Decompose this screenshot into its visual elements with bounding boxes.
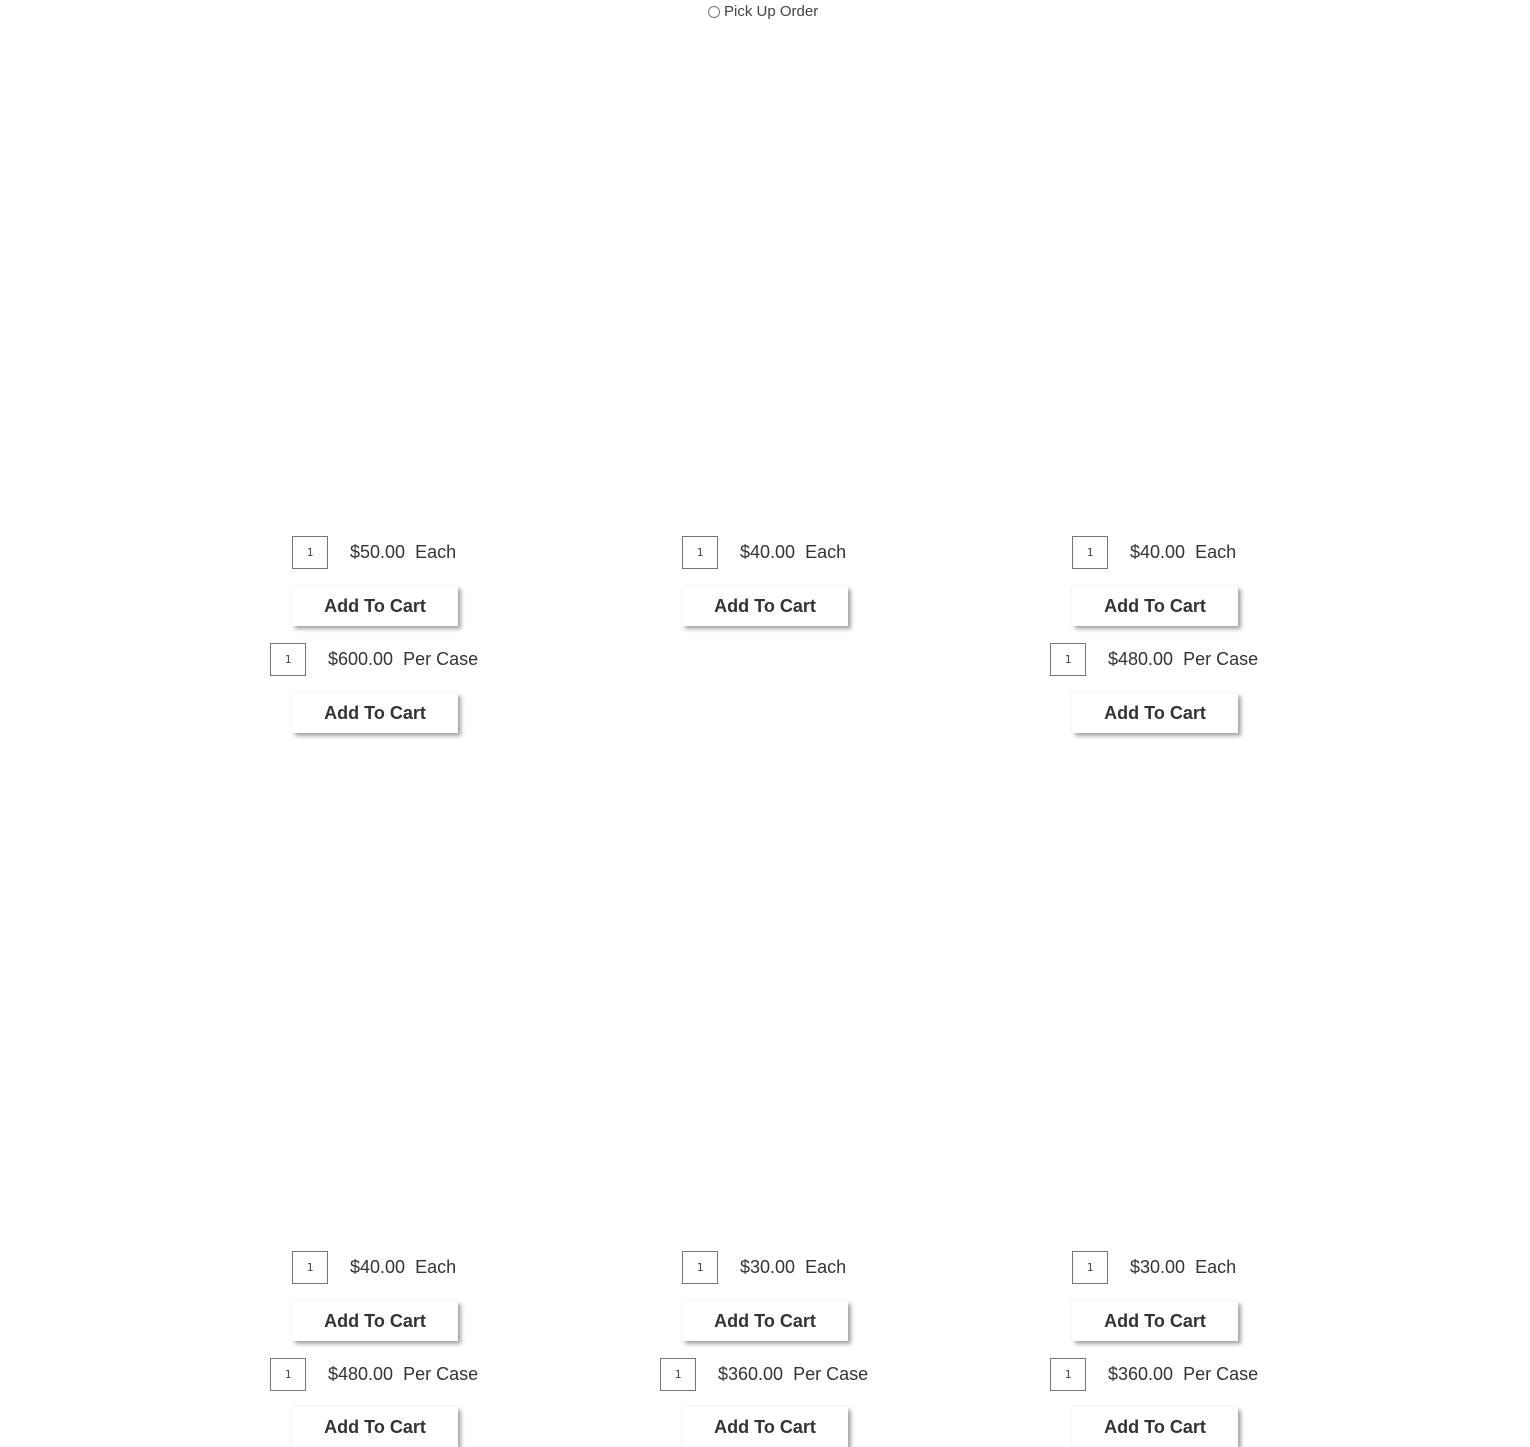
each-price: $50.00 — [350, 542, 406, 562]
case-unit-label: Per Case — [793, 1364, 869, 1384]
each-price-row — [682, 536, 846, 569]
each-price: $40.00 — [740, 542, 796, 562]
add-to-cart-each-button[interactable]: Add To Cart — [292, 586, 458, 626]
case-price: $360.00 — [718, 1364, 784, 1384]
case-quantity-input[interactable] — [270, 643, 306, 676]
each-price: $40.00 — [350, 1257, 406, 1277]
each-unit-label: Each — [1195, 542, 1237, 562]
each-unit-label: Each — [805, 1257, 847, 1277]
each-quantity-input[interactable] — [292, 1251, 328, 1284]
add-to-cart-each-button[interactable]: Add To Cart — [682, 586, 848, 626]
each-unit-label: Each — [415, 542, 457, 562]
each-quantity-input[interactable] — [292, 536, 328, 569]
each-price: $30.00 — [740, 1257, 796, 1277]
case-quantity-input[interactable] — [270, 1358, 306, 1391]
each-quantity-input[interactable] — [682, 536, 718, 569]
each-quantity-input[interactable] — [1072, 536, 1108, 569]
pickup-order-radio[interactable] — [708, 6, 720, 18]
add-to-cart-each-button[interactable]: Add To Cart — [1072, 586, 1238, 626]
case-unit-label: Per Case — [403, 649, 479, 669]
case-price-row — [270, 643, 478, 676]
add-to-cart-each-button[interactable]: Add To Cart — [292, 1301, 458, 1341]
case-unit-label: Per Case — [1183, 649, 1259, 669]
case-unit-label: Per Case — [1183, 1364, 1259, 1384]
each-price-row — [1072, 1251, 1236, 1284]
each-price-row — [1072, 536, 1236, 569]
add-to-cart-case-button[interactable]: Add To Cart — [1072, 693, 1238, 733]
each-unit-label: Each — [1195, 1257, 1237, 1277]
each-unit-label: Each — [415, 1257, 457, 1277]
each-quantity-input[interactable] — [682, 1251, 718, 1284]
add-to-cart-case-button[interactable]: Add To Cart — [682, 1407, 848, 1447]
each-unit-label: Each — [805, 542, 847, 562]
case-price-row — [270, 1358, 478, 1391]
each-price: $30.00 — [1130, 1257, 1186, 1277]
case-price: $360.00 — [1108, 1364, 1174, 1384]
case-price: $480.00 — [328, 1364, 394, 1384]
case-price-row — [1050, 643, 1258, 676]
add-to-cart-case-button[interactable]: Add To Cart — [292, 1407, 458, 1447]
each-price-row — [682, 1251, 846, 1284]
each-price: $40.00 — [1130, 542, 1186, 562]
case-price-row — [660, 1358, 868, 1391]
pickup-order-option[interactable] — [708, 3, 818, 20]
case-quantity-input[interactable] — [1050, 643, 1086, 676]
add-to-cart-case-button[interactable]: Add To Cart — [292, 693, 458, 733]
each-quantity-input[interactable] — [1072, 1251, 1108, 1284]
case-quantity-input[interactable] — [1050, 1358, 1086, 1391]
add-to-cart-case-button[interactable]: Add To Cart — [1072, 1407, 1238, 1447]
case-price: $600.00 — [328, 649, 394, 669]
add-to-cart-each-button[interactable]: Add To Cart — [682, 1301, 848, 1341]
pickup-order-label: Pick Up Order — [724, 3, 819, 20]
case-quantity-input[interactable] — [660, 1358, 696, 1391]
case-unit-label: Per Case — [403, 1364, 479, 1384]
add-to-cart-each-button[interactable]: Add To Cart — [1072, 1301, 1238, 1341]
case-price: $480.00 — [1108, 649, 1174, 669]
case-price-row — [1050, 1358, 1258, 1391]
each-price-row — [292, 536, 456, 569]
each-price-row — [292, 1251, 456, 1284]
